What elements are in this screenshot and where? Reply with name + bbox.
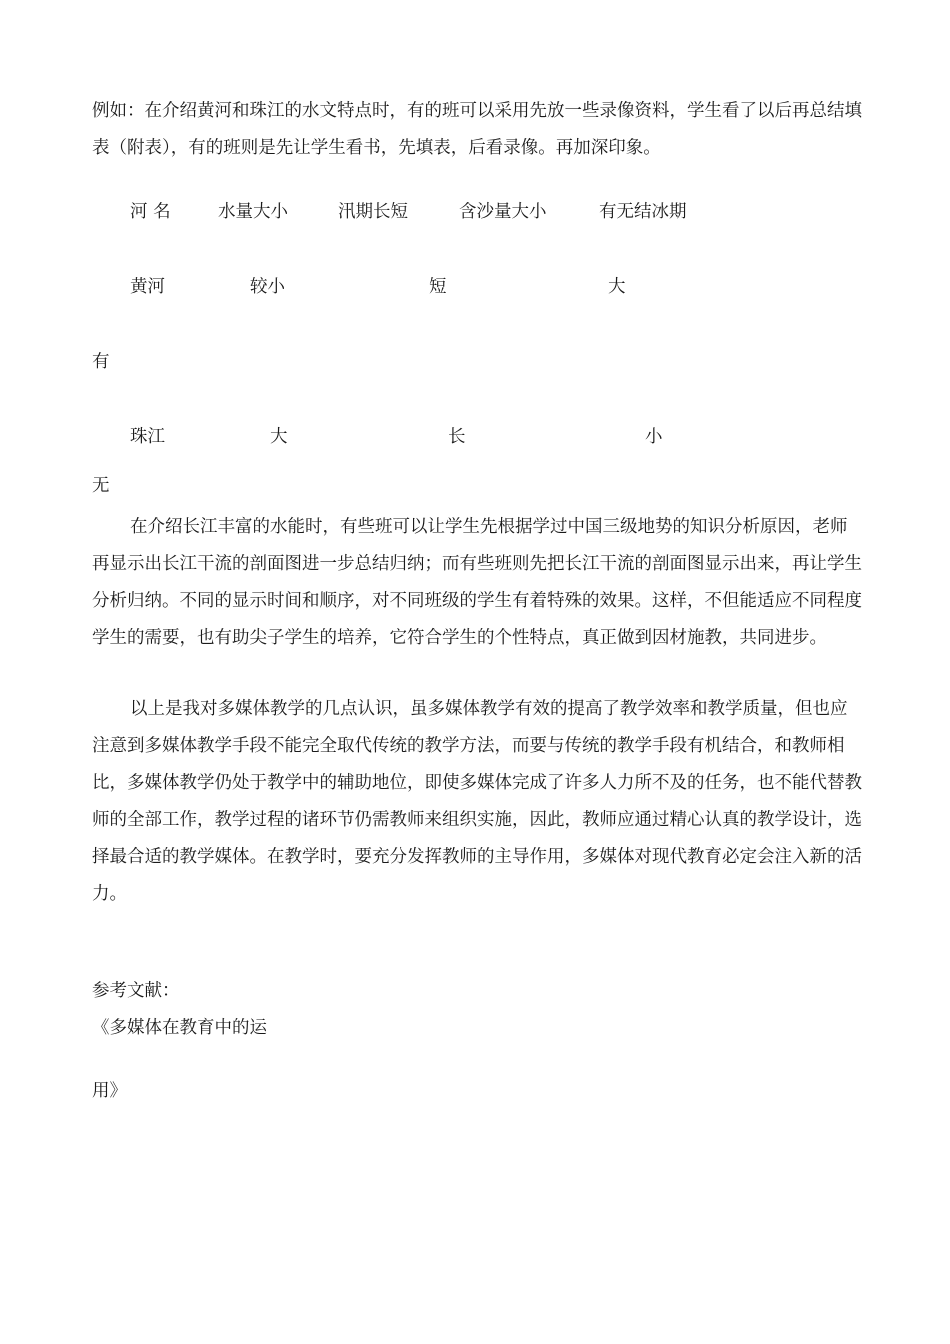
table-row-zhujiang-name: 珠江 (130, 427, 165, 447)
table-header-flood-season: 汛期长短 (338, 202, 408, 222)
table-row-huanghe-volume: 较小 (250, 277, 285, 297)
table-row-zhujiang-flood: 长 (448, 427, 466, 447)
reference-item-line1: 《多媒体在教育中的运 (92, 1018, 267, 1038)
yangtze-paragraph: 在介绍长江丰富的水能时，有些班可以让学生先根据学过中国三级地势的知识分析原因，老师再显示出长江干流的剖面图进一步总结归纳；而有些班则先把长江干流的剖面图显示出来，再让学生分析归纳。不同的显示时间和顺序，对不同班级的学生有着特殊的效果。这样，不但能适应不同程度学生的需要，也有助尖子学生的培养，它符合学生的个性特点，真正做到因材施教，共同进步。 (92, 517, 862, 648)
table-header-water-volume: 水量大小 (218, 202, 288, 222)
conclusion-paragraph: 以上是我对多媒体教学的几点认识，虽多媒体教学有效的提高了教学效率和教学质量，但也应注意到多媒体教学手段不能完全取代传统的教学方法，而要与传统的教学手段有机结合，和教师相比，多媒体教学仍处于教学中的辅助地位，即使多媒体完成了许多人力所不及的任务，也不能代替教师的全部工作，教学过程的诸环节仍需教师来组织实施，因此，教师应通过精心认真的教学设计，选择最合适的教学媒体。在教学时，要充分发挥教师的主导作用，多媒体对现代教育必定会注入新的活力。 (92, 699, 862, 904)
table-row-zhujiang-volume: 大 (270, 427, 288, 447)
table-row-huanghe-sediment: 大 (608, 277, 626, 297)
table-header-sediment: 含沙量大小 (459, 202, 547, 222)
table-row-huanghe-flood: 短 (429, 277, 447, 297)
reference-item-line2: 用》 (92, 1081, 127, 1101)
table-header-freeze-period: 有无结冰期 (599, 202, 687, 222)
table-header-river-name: 河 名 (130, 202, 171, 222)
table-row-zhujiang-freeze: 无 (92, 476, 110, 496)
table-row-zhujiang-sediment: 小 (645, 427, 663, 447)
intro-paragraph: 例如：在介绍黄河和珠江的水文特点时，有的班可以采用先放一些录像资料，学生看了以后再总结填表（附表），有的班则是先让学生看书，先填表，后看录像。再加深印象。 (92, 101, 862, 158)
references-heading: 参考文献： (92, 981, 180, 1001)
table-row-huanghe-name: 黄河 (130, 277, 165, 297)
table-row-huanghe-freeze: 有 (92, 352, 110, 372)
